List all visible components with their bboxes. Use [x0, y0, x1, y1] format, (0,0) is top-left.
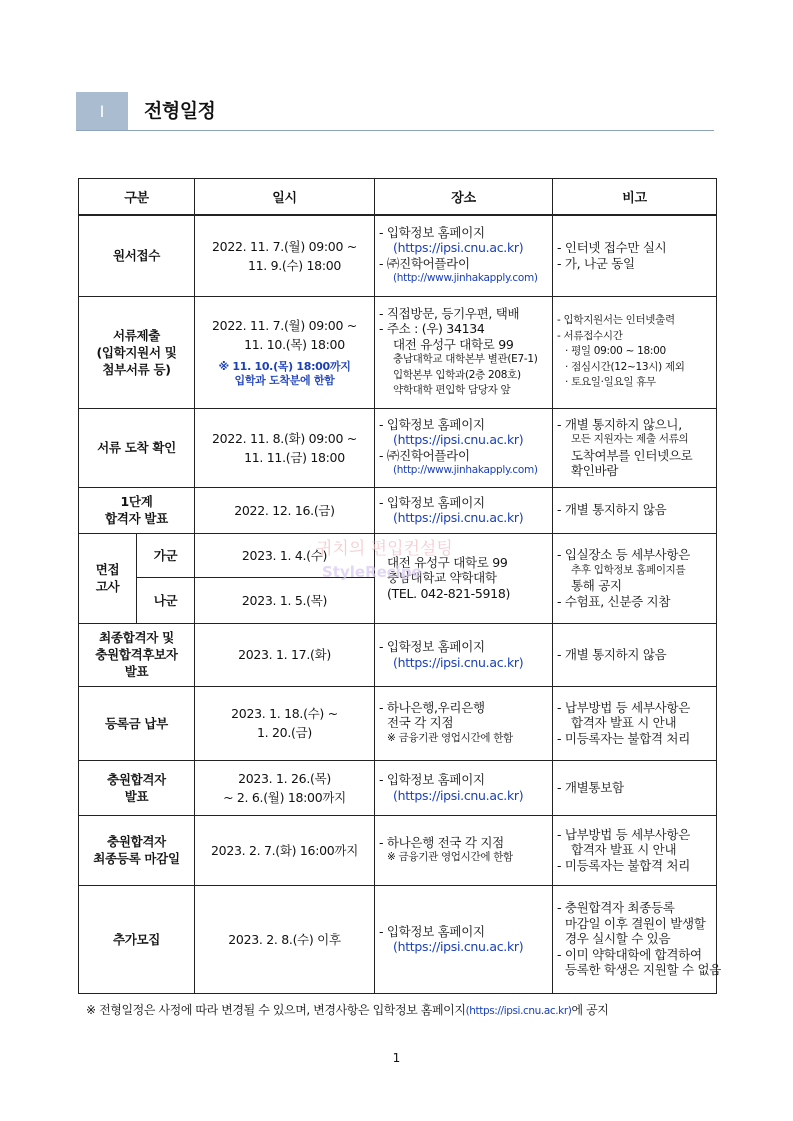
row-category: 1단계 합격자 발표 [79, 487, 195, 533]
section-title: 전형일정 [144, 100, 216, 122]
row-place: - 입학정보 홈페이지 (https://ipsi.cnu.ac.kr) [375, 623, 553, 686]
row-category: 추가모집 [79, 885, 195, 993]
row-place: - 입학정보 홈페이지 (https://ipsi.cnu.ac.kr) - ㈜진학어플라이 (http://www.jinhakapply.com) [375, 408, 553, 487]
ipsi-link[interactable]: (https://ipsi.cnu.ac.kr) [393, 510, 524, 525]
row-place: 대전 유성구 대학로 99 충남대학교 약학대학 (TEL. 042-821-5918) [375, 533, 553, 623]
row-category: 충원합격자 발표 [79, 760, 195, 815]
section-number: Ⅰ [99, 101, 105, 121]
row-date: 2023. 1. 18.(수) ~ 1. 20.(금) [195, 686, 375, 760]
row-note: - 인터넷 접수만 실시 - 가, 나군 동일 [553, 215, 717, 296]
row-category: 면접 고사 [79, 533, 137, 623]
table-row [79, 885, 717, 993]
header-note: 비고 [553, 179, 717, 216]
row-note: - 개별 통지하지 않으니, 모든 지원자는 제출 서류의 도착여부를 인터넷으로 확인바람 [553, 408, 717, 487]
table-row [79, 215, 717, 296]
row-note: - 개별 통지하지 않음 [553, 487, 717, 533]
table-row [79, 487, 717, 533]
row-note: - 납부방법 등 세부사항은 합격자 발표 시 안내 - 미등록자는 불합격 처리 [553, 815, 717, 885]
row-place: - 하나은행,우리은행 전국 각 지점 ※ 금융기관 영업시간에 한함 [375, 686, 553, 760]
ipsi-link[interactable]: (https://ipsi.cnu.ac.kr) [393, 787, 524, 803]
table-row [79, 815, 717, 885]
row-place: - 하나은행 전국 각 지점 ※ 금융기관 영업시간에 한함 [375, 815, 553, 885]
row-date: 2023. 1. 5.(목) [195, 577, 375, 623]
row-category: 충원합격자 최종등록 마감일 [79, 815, 195, 885]
jinhak-link[interactable]: (http://www.jinhakapply.com) [393, 464, 538, 476]
schedule-table [78, 178, 721, 994]
row-category: 서류 도착 확인 [79, 408, 195, 487]
row-category: 서류제출 (입학지원서 및 첨부서류 등) [79, 296, 195, 408]
row-date: 2022. 11. 8.(화) 09:00 ~ 11. 11.(금) 18:00 [195, 408, 375, 487]
footer-notice: ※ 전형일정은 사정에 따라 변경될 수 있으며, 변경사항은 입학정보 홈페이지(https://ipsi.cnu.ac.kr)에 공지 [86, 1003, 609, 1017]
row-date: 2023. 1. 17.(화) [195, 623, 375, 686]
ipsi-link[interactable]: (https://ipsi.cnu.ac.kr) [393, 654, 524, 670]
row-note: - 입학지원서는 인터넷출력 - 서류접수시간 · 평일 09:00 ~ 18:00 · 점심시간(12~13시) 제외 · 토요일·일요일 휴무 [553, 296, 717, 408]
watermark-text: 귀치의 편입컨설팅 [316, 539, 453, 559]
row-date: 2023. 2. 7.(화) 16:00까지 [195, 815, 375, 885]
header-place: 장소 [375, 179, 553, 216]
row-note: - 개별 통지하지 않음 [553, 623, 717, 686]
table-header-row [79, 179, 717, 216]
row-place: - 직접방문, 등기우편, 택배 - 주소 : (우) 34134 대전 유성구 대학로 99 충남대학교 대학본부 별관(E7-1) 입학본부 입학과(2층 208호) 약학대학 편입학 담당자 앞 [375, 296, 553, 408]
row-place: - 입학정보 홈페이지 (https://ipsi.cnu.ac.kr) [375, 885, 553, 993]
table-row [79, 408, 717, 487]
watermark-logo: StyleRecipe [322, 563, 422, 581]
row-date: 2022. 11. 7.(월) 09:00 ~ 11. 10.(목) 18:00 ※ 11. 10.(목) 18:00까지 입학과 도착분에 한함 [195, 296, 375, 408]
row-subcategory-ga: 가군 [137, 533, 195, 577]
row-date: 2023. 2. 8.(수) 이후 [195, 885, 375, 993]
section-number-box [76, 92, 128, 130]
row-date: 2023. 1. 4.(수) [195, 533, 375, 577]
row-place: - 입학정보 홈페이지 (https://ipsi.cnu.ac.kr) [375, 760, 553, 815]
row-subcategory-na: 나군 [137, 577, 195, 623]
header-date: 일시 [195, 179, 375, 216]
table-row [79, 686, 717, 760]
deadline-notice: ※ 11. 10.(목) 18:00까지 입학과 도착분에 한함 [218, 360, 351, 387]
row-note: - 납부방법 등 세부사항은 합격자 발표 시 안내 - 미등록자는 불합격 처리 [553, 686, 717, 760]
ipsi-link[interactable]: (https://ipsi.cnu.ac.kr) [393, 432, 524, 447]
table-row [79, 760, 717, 815]
row-date: 2022. 12. 16.(금) [195, 487, 375, 533]
ipsi-link[interactable]: (https://ipsi.cnu.ac.kr) [393, 240, 524, 256]
header-category: 구분 [79, 179, 195, 216]
row-date: 2023. 1. 26.(목) ~ 2. 6.(월) 18:00까지 [195, 760, 375, 815]
page-number: 1 [392, 1051, 401, 1065]
row-note: - 개별통보함 [553, 760, 717, 815]
row-place: - 입학정보 홈페이지 (https://ipsi.cnu.ac.kr) [375, 487, 553, 533]
jinhak-link[interactable]: (http://www.jinhakapply.com) [393, 272, 538, 285]
row-category: 최종합격자 및 충원합격후보자 발표 [79, 623, 195, 686]
row-category: 원서접수 [79, 215, 195, 296]
row-date: 2022. 11. 7.(월) 09:00 ~ 11. 9.(수) 18:00 [195, 215, 375, 296]
row-note: - 입실장소 등 세부사항은 추후 입학정보 홈페이지를 통해 공지 - 수험표, 신분증 지참 [553, 533, 717, 623]
row-category: 등록금 납부 [79, 686, 195, 760]
section-divider [76, 130, 714, 131]
ipsi-link[interactable]: (https://ipsi.cnu.ac.kr) [393, 939, 524, 954]
table-row [79, 623, 717, 686]
row-note: - 충원합격자 최종등록 마감일 이후 결원이 발생할 경우 실시할 수 있음 - 이미 약학대학에 합격하여 등록한 학생은 지원할 수 없음 [553, 885, 717, 993]
footer-ipsi-link[interactable]: (https://ipsi.cnu.ac.kr) [465, 1005, 572, 1017]
row-place: - 입학정보 홈페이지 (https://ipsi.cnu.ac.kr) - ㈜진학어플라이 (http://www.jinhakapply.com) [375, 215, 553, 296]
table-row [79, 296, 717, 408]
